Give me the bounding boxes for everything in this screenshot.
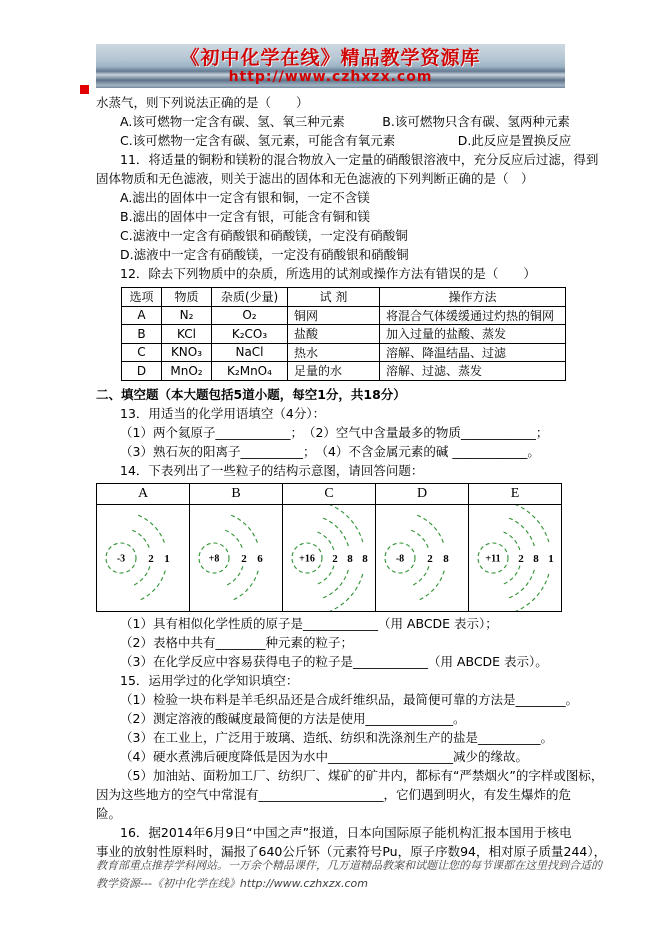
particle-diagram-e bbox=[469, 505, 560, 611]
particle-diagram-a bbox=[97, 505, 188, 611]
shell-electron-count: 1 bbox=[164, 552, 170, 565]
electron-shell-arc bbox=[138, 515, 165, 545]
nucleus-charge-label: -8 bbox=[395, 553, 405, 564]
anchor-marker-icon bbox=[80, 85, 89, 94]
footer-line1: 教育部重点推荐学科网站。一万余个精品课件，几万道精品教案和试题让您的每节课都在这里找到合适的 bbox=[96, 859, 602, 872]
particle-cell-a bbox=[97, 504, 190, 611]
shell-electron-count: 2 bbox=[518, 552, 524, 565]
electron-shell-arc bbox=[515, 505, 549, 542]
shell-electron-count: 2 bbox=[241, 552, 247, 565]
particle-diagram-d bbox=[376, 505, 467, 611]
electron-shell-arc bbox=[225, 566, 243, 586]
question-text-line: （2）测定溶液的酸碱度最简便的方法是使用______________。 bbox=[120, 710, 466, 726]
particle-column-header: D bbox=[376, 483, 469, 504]
nucleus-charge-label: +16 bbox=[299, 553, 315, 564]
question-block-13-14 bbox=[96, 385, 574, 480]
table-cell: D bbox=[122, 362, 162, 381]
electron-shell-arc bbox=[318, 532, 334, 550]
particle-cell-b bbox=[190, 504, 283, 611]
shell-electron-count: 8 bbox=[533, 552, 539, 565]
question-text-line: C.滤液中一定含有硝酸银和硝酸镁，一定没有硝酸铜 bbox=[120, 228, 408, 243]
table-header-cell: 物质 bbox=[162, 288, 212, 307]
question-text-line: 水蒸气，则下列说法正确的是（ ） bbox=[96, 95, 309, 110]
table-cell: K₂CO₃ bbox=[212, 325, 288, 344]
question-text-line: A.该可燃物一定含有碳、氢、氧三种元素 B.该可燃物只含有碳、氢两种元素 bbox=[120, 114, 570, 129]
banner-url-link[interactable]: http://www.czhxzx.com bbox=[228, 69, 433, 85]
question-text-line: 13．用适当的化学用语填空（4分）： bbox=[120, 405, 326, 421]
question-block-10-12 bbox=[96, 93, 599, 283]
particle-column-header: C bbox=[283, 483, 376, 504]
particle-structure-table bbox=[96, 483, 562, 612]
electron-shell-arc bbox=[132, 530, 150, 550]
question-text-line: （1）两个氦原子____________； （2）空气中含量最多的物质____________； bbox=[120, 424, 549, 440]
banner-title: 《初中化学在线》精品教学资源库 bbox=[180, 47, 481, 69]
question-text-line: A.滤出的固体中一定含有银和铜，一定不含镁 bbox=[120, 190, 370, 205]
table-row bbox=[122, 343, 566, 362]
question-text-line: D.滤液中一定含有硝酸镁，一定没有硝酸银和硝酸铜 bbox=[120, 247, 409, 262]
table-row bbox=[122, 362, 566, 381]
particle-cell-e bbox=[469, 504, 562, 611]
particle-diagram-c bbox=[283, 505, 374, 611]
question-text-line: （3）在工业上，广泛用于玻璃、造纸、纺织和洗涤剂生产的盐是__________。 bbox=[120, 729, 553, 745]
electron-shell-arc bbox=[231, 570, 258, 600]
electron-shell-arc bbox=[323, 569, 348, 597]
question-text-line: 14．下表列出了一些粒子的结构示意图，请回答问题： bbox=[120, 462, 424, 478]
particle-diagram-row bbox=[97, 504, 562, 611]
question-text-line: 16．据2014年6月9日“中国之声”报道，日本向国际原子能机构汇报本国用于核电 bbox=[120, 824, 572, 840]
question-text-line: B.滤出的固体中一定含有银，可能含有铜和镁 bbox=[120, 209, 371, 224]
shell-electron-count: 2 bbox=[148, 552, 154, 565]
question-text-line: 12．除去下列物质中的杂质，所选用的试剂或操作方法有错误的是（ ） bbox=[120, 266, 536, 281]
shell-electron-count: 8 bbox=[347, 552, 353, 565]
question-block-14b-16 bbox=[96, 614, 607, 861]
exam-body bbox=[96, 93, 607, 861]
table-header-cell: 选项 bbox=[122, 288, 162, 307]
table-cell: MnO₂ bbox=[162, 362, 212, 381]
table-header-cell: 杂质(少量) bbox=[212, 288, 288, 307]
particle-column-header: E bbox=[469, 483, 562, 504]
table-cell: B bbox=[122, 325, 162, 344]
electron-shell-arc bbox=[515, 574, 549, 611]
question-text-line: 因为这些地方的空气中常混有____________________，它们遇到明火，有发生爆炸的危 bbox=[96, 786, 572, 802]
nucleus-charge-label: +8 bbox=[208, 553, 220, 564]
electron-shell-arc bbox=[231, 515, 258, 545]
electron-shell-arc bbox=[318, 565, 334, 583]
particle-header-row bbox=[97, 483, 562, 504]
electron-shell-arc bbox=[329, 574, 363, 611]
particle-cell-c bbox=[283, 504, 376, 611]
electron-shell-arc bbox=[417, 515, 444, 545]
footer-url-link[interactable]: http://www.czhxzx.com bbox=[239, 877, 368, 890]
electron-shell-arc bbox=[411, 530, 429, 550]
particle-column-header: B bbox=[190, 483, 283, 504]
table-cell: 热水 bbox=[288, 343, 380, 362]
electron-shell-arc bbox=[138, 570, 165, 600]
table-cell: O₂ bbox=[212, 306, 288, 325]
shell-electron-count: 8 bbox=[443, 552, 449, 565]
table-row bbox=[122, 325, 566, 344]
question-text-line: （3）熟石灰的阳离子__________； （4）不含金属元素的碱 ____________。 bbox=[120, 443, 540, 459]
electron-shell-arc bbox=[323, 518, 348, 546]
table-cell: 加入过量的盐酸、蒸发 bbox=[380, 325, 566, 344]
section-heading: 二、填空题（本大题包括5道小题，每空1分，共18分） bbox=[96, 386, 406, 402]
table-header-row bbox=[122, 288, 566, 307]
table-cell: KNO₃ bbox=[162, 343, 212, 362]
question-text-line: （3）在化学反应中容易获得电子的粒子是____________（用 ABCDE 表示）。 bbox=[120, 653, 548, 669]
question-text-line: （1）检验一块布料是羊毛织品还是合成纤维织品，最简便可靠的方法是________。 bbox=[120, 691, 578, 707]
question-text-line: （1）具有相似化学性质的原子是____________（用 ABCDE 表示）； bbox=[120, 615, 498, 631]
particle-diagram-b bbox=[190, 505, 281, 611]
nucleus-charge-label: +11 bbox=[485, 553, 501, 564]
shell-electron-count: 6 bbox=[257, 552, 263, 565]
question-text-line: 11．将适量的铜粉和镁粉的混合物放入一定量的硝酸银溶液中，充分反应后过滤，得到 bbox=[120, 152, 599, 167]
table-cell: 盐酸 bbox=[288, 325, 380, 344]
table-cell: 足量的水 bbox=[288, 362, 380, 381]
electron-shell-arc bbox=[411, 566, 429, 586]
purification-methods-table bbox=[121, 287, 566, 381]
page-footer bbox=[96, 857, 602, 893]
shell-electron-count: 8 bbox=[362, 552, 368, 565]
question-text-line: （4）硬水煮沸后硬度降低是因为水中____________________减少的缘故。 bbox=[120, 748, 528, 764]
shell-electron-count: 1 bbox=[548, 552, 554, 565]
electron-shell-arc bbox=[509, 518, 534, 546]
question-text-line: 险。 bbox=[96, 805, 122, 821]
question-text-line: （5）加油站、面粉加工厂、纺织厂、煤矿的矿井内，都标有“严禁烟火”的字样或图标， bbox=[120, 767, 604, 783]
question-text-line: C.该可燃物一定含有碳、氢元素，可能含有氧元素 D.此反应是置换反应 bbox=[120, 133, 572, 148]
footer-line2 bbox=[96, 875, 586, 893]
electron-shell-arc bbox=[504, 532, 520, 550]
table-cell: NaCl bbox=[212, 343, 288, 362]
table-cell: 铜网 bbox=[288, 306, 380, 325]
table-cell: N₂ bbox=[162, 306, 212, 325]
electron-shell-arc bbox=[225, 530, 243, 550]
question-text-line: 事业的放射性原料时，漏报了640公斤钚（元素符号Pu，原子序数94，相对原子质量244）， bbox=[96, 843, 607, 859]
question-text-line: （2）表格中共有________种元素的粒子； bbox=[120, 634, 353, 650]
site-banner bbox=[96, 44, 565, 88]
table-header-cell: 试 剂 bbox=[288, 288, 380, 307]
particle-column-header: A bbox=[97, 483, 190, 504]
footer-line2-text: 教学资源---《初中化学在线》 bbox=[96, 877, 240, 890]
question-text-line: 15．运用学过的化学知识填空： bbox=[120, 672, 299, 688]
electron-shell-arc bbox=[504, 565, 520, 583]
electron-shell-arc bbox=[417, 570, 444, 600]
electron-shell-arc bbox=[329, 505, 363, 542]
particle-cell-d bbox=[376, 504, 469, 611]
table-cell: 溶解、过滤、蒸发 bbox=[380, 362, 566, 381]
table-cell: K₂MnO₄ bbox=[212, 362, 288, 381]
table-cell: 溶解、降温结晶、过滤 bbox=[380, 343, 566, 362]
table-cell: C bbox=[122, 343, 162, 362]
shell-electron-count: 2 bbox=[427, 552, 433, 565]
table-cell: KCl bbox=[162, 325, 212, 344]
shell-electron-count: 2 bbox=[332, 552, 338, 565]
nucleus-charge-label: -3 bbox=[116, 553, 126, 564]
table-cell: 将混合气体缓缓通过灼热的铜网 bbox=[380, 306, 566, 325]
table-row bbox=[122, 306, 566, 325]
table-cell: A bbox=[122, 306, 162, 325]
electron-shell-arc bbox=[509, 569, 534, 597]
question-text-line: 固体物质和无色滤液，则关于滤出的固体和无色滤液的下列判断正确的是（ ） bbox=[96, 171, 534, 186]
electron-shell-arc bbox=[132, 566, 150, 586]
table-header-cell: 操作方法 bbox=[380, 288, 566, 307]
